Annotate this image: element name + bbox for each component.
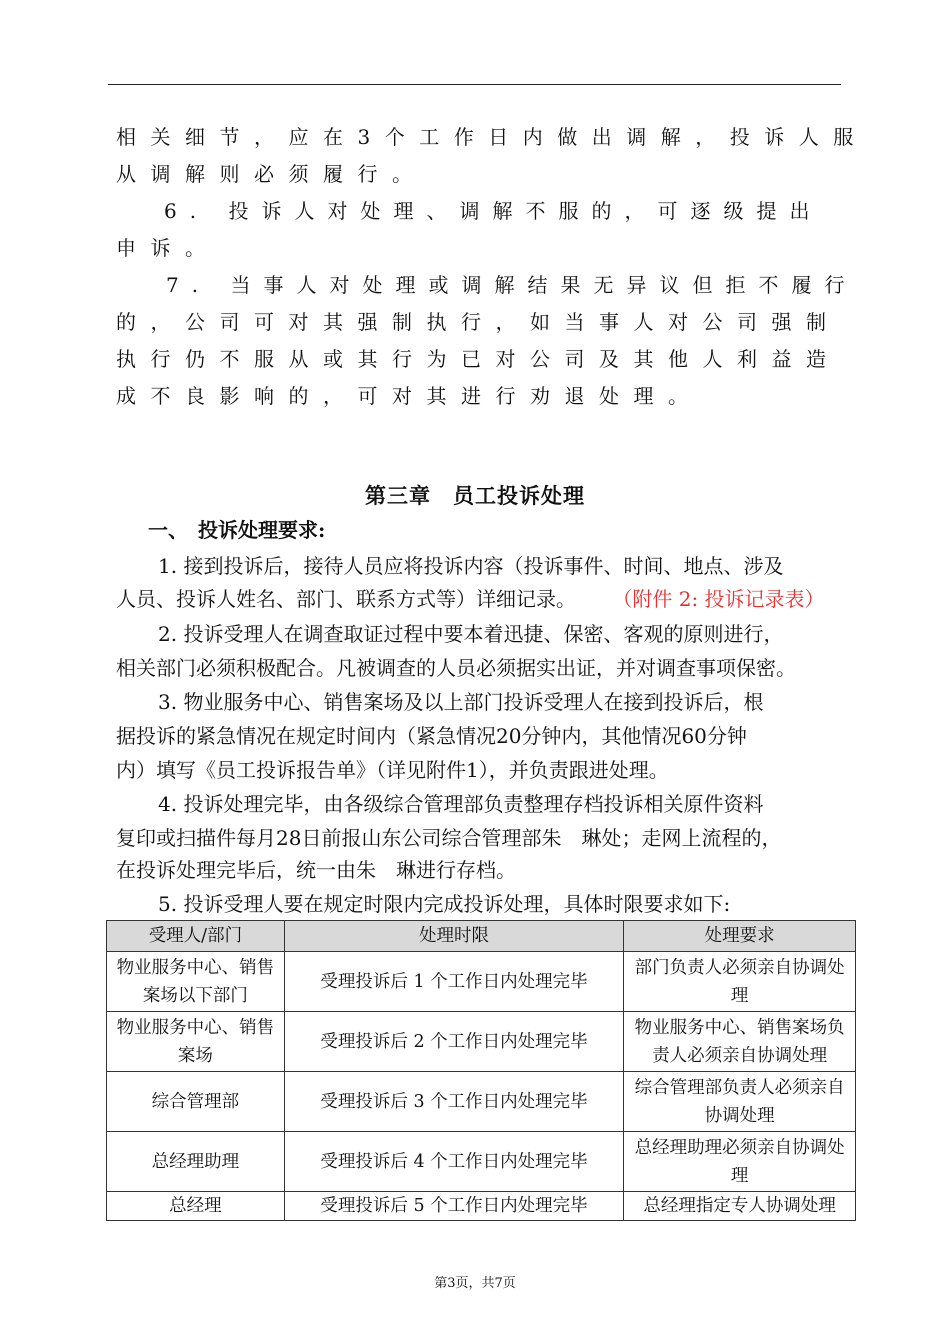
para-1-line-2: 人员、投诉人姓名、部门、联系方式等）详细记录。 [116,587,576,611]
continuation-line-1: 相关细节，应在3个工作日内做出调解，投诉人服 [116,125,868,149]
para-4-line-1: 4. 投诉处理完毕，由各级综合管理部负责整理存档投诉相关原件资料 [158,792,764,816]
item-7-line-1: 7. 当事人对处理或调解结果无异议但拒不履行 [166,273,858,297]
cell-limit: 受理投诉后 5 个工作日内处理完毕 [284,1192,624,1221]
cell-limit: 受理投诉后 1 个工作日内处理完毕 [284,952,624,1012]
section-heading: 一、 投诉处理要求: [148,518,326,542]
chapter-title: 第三章 员工投诉处理 [365,483,585,508]
para-1-line-1: 1. 接到投诉后，接待人员应将投诉内容（投诉事件、时间、地点、涉及 [158,554,784,578]
attachment-reference: （附件 2: 投诉记录表） [612,587,825,611]
table-row [107,1072,856,1132]
cell-req: 总经理助理必须亲自协调处理 [624,1132,856,1192]
page-footer: 第3页，共7页 [434,1276,516,1291]
header-rule [108,84,841,85]
table-row [107,1132,856,1192]
cell-dept: 物业服务中心、销售案场 [107,1012,285,1072]
cell-req: 部门负责人必须亲自协调处理 [624,952,856,1012]
item-6-line-2: 申诉。 [116,236,220,260]
item-7-line-4: 成不良影响的，可对其进行劝退处理。 [116,384,703,408]
table-row [107,1012,856,1072]
para-5: 5. 投诉受理人要在规定时限内完成投诉处理，具体时限要求如下: [158,892,731,916]
table-row [107,952,856,1012]
para-3-line-3: 内）填写《员工投诉报告单》（详见附件1），并负责跟进处理。 [116,758,669,782]
cell-req: 综合管理部负责人必须亲自协调处理 [624,1072,856,1132]
cell-req: 物业服务中心、销售案场负责人必须亲自协调处理 [624,1012,856,1072]
cell-dept: 总经理助理 [107,1132,285,1192]
cell-limit: 受理投诉后 3 个工作日内处理完毕 [284,1072,624,1132]
para-4-line-2: 复印或扫描件每月28日前报山东公司综合管理部朱 琳处；走网上流程的， [116,826,782,850]
para-3-line-1: 3. 物业服务中心、销售案场及以上部门投诉受理人在接到投诉后，根 [158,690,764,714]
para-2-line-1: 2. 投诉受理人在调查取证过程中要本着迅捷、保密、客观的原则进行， [158,622,784,646]
cell-limit: 受理投诉后 4 个工作日内处理完毕 [284,1132,624,1192]
cell-dept: 综合管理部 [107,1072,285,1132]
time-limit-table [106,920,856,1221]
cell-req: 总经理指定专人协调处理 [624,1192,856,1221]
item-7-line-3: 执行仍不服从或其行为已对公司及其他人利益造 [116,347,841,371]
item-6-line-1: 6. 投诉人对处理、调解不服的，可逐级提出 [164,199,823,223]
cell-limit: 受理投诉后 2 个工作日内处理完毕 [284,1012,624,1072]
header-req: 处理要求 [624,921,856,952]
item-7-line-2: 的，公司可对其强制执行，如当事人对公司强制 [116,310,841,334]
table-header-row [107,921,856,952]
cell-dept: 总经理 [107,1192,285,1221]
para-2-line-2: 相关部门必须积极配合。凡被调查的人员必须据实出证，并对调查事项保密。 [116,656,796,680]
continuation-line-2: 从调解则必须履行。 [116,162,427,186]
header-dept: 受理人/部门 [107,921,285,952]
para-4-line-3: 在投诉处理完毕后，统一由朱 琳进行存档。 [116,858,516,882]
table-row [107,1192,856,1221]
header-limit: 处理时限 [284,921,624,952]
para-3-line-2: 据投诉的紧急情况在规定时间内（紧急情况20分钟内，其他情况60分钟 [116,724,747,748]
cell-dept: 物业服务中心、销售案场以下部门 [107,952,285,1012]
